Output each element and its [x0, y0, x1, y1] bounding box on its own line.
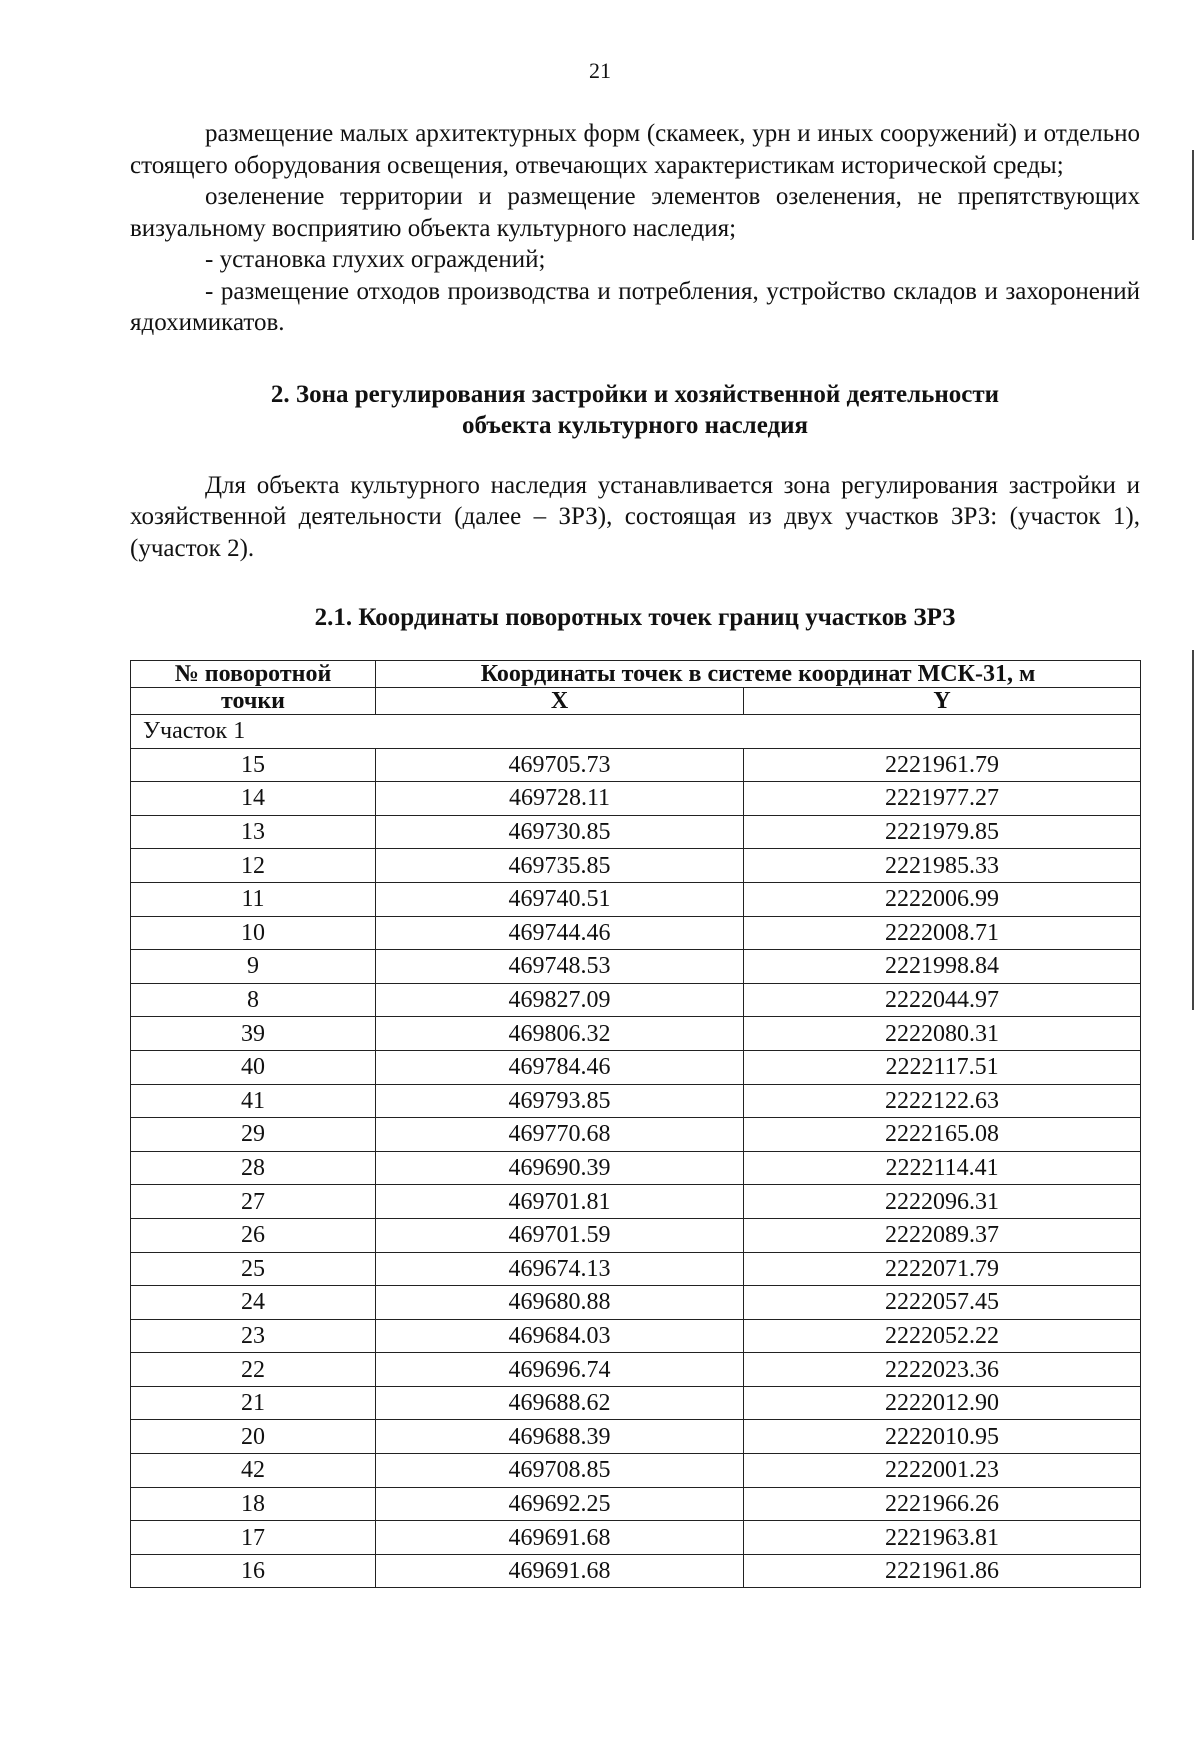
- cell-y: 2221977.27: [744, 782, 1141, 816]
- cell-y: 2222096.31: [744, 1185, 1141, 1219]
- table-row: [131, 950, 1141, 984]
- header-point-number: № поворотной: [131, 661, 376, 688]
- cell-x: 469740.51: [376, 882, 744, 916]
- section-heading-line: 2. Зона регулирования застройки и хозяйственной деятельности: [270, 380, 1000, 408]
- cell-x: 469806.32: [376, 1017, 744, 1051]
- cell-x: 469690.39: [376, 1151, 744, 1185]
- section-row: [131, 715, 1141, 749]
- cell-y: 2222165.08: [744, 1118, 1141, 1152]
- cell-point: 20: [131, 1420, 376, 1454]
- cell-y: 2221961.86: [744, 1554, 1141, 1588]
- page-content: [130, 118, 1140, 1588]
- cell-point: 13: [131, 815, 376, 849]
- table-row: [131, 1151, 1141, 1185]
- cell-x: 469674.13: [376, 1252, 744, 1286]
- cell-x: 469680.88: [376, 1286, 744, 1320]
- cell-point: 15: [131, 748, 376, 782]
- cell-point: 23: [131, 1319, 376, 1353]
- scan-edge-mark: [1192, 150, 1194, 240]
- cell-y: 2221966.26: [744, 1487, 1141, 1521]
- cell-point: 16: [131, 1554, 376, 1588]
- table-row: [131, 1218, 1141, 1252]
- table-title: 2.1. Координаты поворотных точек границ участков ЗРЗ: [314, 604, 956, 631]
- paragraph: - размещение отходов производства и потребления, устройство складов и захоронений ядохимикатов.: [130, 277, 1140, 336]
- table-row: [131, 1487, 1141, 1521]
- cell-y: 2222010.95: [744, 1420, 1141, 1454]
- cell-y: 2222001.23: [744, 1454, 1141, 1488]
- cell-x: 469692.25: [376, 1487, 744, 1521]
- table-row: [131, 1050, 1141, 1084]
- table-row: [131, 1386, 1141, 1420]
- cell-x: 469728.11: [376, 782, 744, 816]
- header-x: X: [376, 688, 744, 715]
- cell-x: 469827.09: [376, 983, 744, 1017]
- cell-y: 2222117.51: [744, 1050, 1141, 1084]
- cell-x: 469696.74: [376, 1353, 744, 1387]
- table-row: [131, 1353, 1141, 1387]
- table-row: [131, 983, 1141, 1017]
- cell-point: 29: [131, 1118, 376, 1152]
- cell-x: 469691.68: [376, 1554, 744, 1588]
- cell-point: 10: [131, 916, 376, 950]
- table-row: [131, 1084, 1141, 1118]
- cell-x: 469691.68: [376, 1521, 744, 1555]
- cell-point: 14: [131, 782, 376, 816]
- table-row: [131, 916, 1141, 950]
- cell-y: 2221963.81: [744, 1521, 1141, 1555]
- cell-x: 469705.73: [376, 748, 744, 782]
- cell-x: 469688.39: [376, 1420, 744, 1454]
- cell-y: 2222071.79: [744, 1252, 1141, 1286]
- cell-point: 26: [131, 1218, 376, 1252]
- table-row: [131, 782, 1141, 816]
- scan-edge-mark: [1192, 650, 1194, 1010]
- cell-y: 2222008.71: [744, 916, 1141, 950]
- section-intro: Для объекта культурного наследия устанавливается зона регулирования застройки и хозяйственной деятельности (далее – ЗРЗ), состоящая из двух участков ЗРЗ: (участок 1), (участок 2).: [130, 471, 1140, 562]
- cell-y: 2222006.99: [744, 882, 1141, 916]
- cell-x: 469744.46: [376, 916, 744, 950]
- cell-y: 2222044.97: [744, 983, 1141, 1017]
- cell-x: 469684.03: [376, 1319, 744, 1353]
- table-row: [131, 1454, 1141, 1488]
- table-row: [131, 1286, 1141, 1320]
- cell-y: 2222114.41: [744, 1151, 1141, 1185]
- table-row: [131, 1118, 1141, 1152]
- cell-y: 2222080.31: [744, 1017, 1141, 1051]
- page-number: 21: [589, 58, 611, 83]
- table-row: [131, 1252, 1141, 1286]
- table-row: [131, 1554, 1141, 1588]
- cell-point: 11: [131, 882, 376, 916]
- table-row: [131, 815, 1141, 849]
- table-row: [131, 1319, 1141, 1353]
- cell-y: 2221961.79: [744, 748, 1141, 782]
- cell-point: 39: [131, 1017, 376, 1051]
- table-row: [131, 748, 1141, 782]
- cell-point: 41: [131, 1084, 376, 1118]
- cell-x: 469688.62: [376, 1386, 744, 1420]
- cell-x: 469784.46: [376, 1050, 744, 1084]
- cell-y: 2221979.85: [744, 815, 1141, 849]
- table-row: [131, 1521, 1141, 1555]
- paragraph: озеленение территории и размещение элементов озеленения, не препятствующих визуальному восприятию объекта культурного наследия;: [130, 183, 1140, 242]
- cell-y: 2222012.90: [744, 1386, 1141, 1420]
- cell-point: 18: [131, 1487, 376, 1521]
- section-heading-line: объекта культурного наследия: [461, 412, 809, 439]
- section-label: Участок 1: [131, 715, 1141, 749]
- cell-point: 21: [131, 1386, 376, 1420]
- cell-point: 9: [131, 950, 376, 984]
- cell-y: 2222057.45: [744, 1286, 1141, 1320]
- cell-x: 469730.85: [376, 815, 744, 849]
- cell-point: 17: [131, 1521, 376, 1555]
- table-row: [131, 1185, 1141, 1219]
- section-heading: [130, 379, 1140, 442]
- header-coordinates: Координаты точек в системе координат МСК-31, м: [376, 661, 1141, 688]
- coordinates-table: [130, 660, 1141, 1588]
- header-y: Y: [744, 688, 1141, 715]
- cell-point: 28: [131, 1151, 376, 1185]
- paragraph: - установка глухих ограждений;: [205, 246, 546, 273]
- cell-point: 25: [131, 1252, 376, 1286]
- cell-point: 24: [131, 1286, 376, 1320]
- cell-x: 469701.81: [376, 1185, 744, 1219]
- cell-point: 42: [131, 1454, 376, 1488]
- table-row: [131, 1420, 1141, 1454]
- cell-x: 469735.85: [376, 849, 744, 883]
- cell-x: 469770.68: [376, 1118, 744, 1152]
- cell-point: 22: [131, 1353, 376, 1387]
- paragraph: размещение малых архитектурных форм (скамеек, урн и иных сооружений) и отдельно стоящего оборудования освещения, отвечающих характеристикам исторической среды;: [130, 120, 1140, 179]
- cell-x: 469793.85: [376, 1084, 744, 1118]
- cell-point: 27: [131, 1185, 376, 1219]
- cell-point: 12: [131, 849, 376, 883]
- table-body: [131, 715, 1141, 1588]
- cell-x: 469748.53: [376, 950, 744, 984]
- cell-y: 2221998.84: [744, 950, 1141, 984]
- cell-point: 40: [131, 1050, 376, 1084]
- cell-x: 469701.59: [376, 1218, 744, 1252]
- cell-x: 469708.85: [376, 1454, 744, 1488]
- cell-y: 2222089.37: [744, 1218, 1141, 1252]
- cell-y: 2221985.33: [744, 849, 1141, 883]
- header-point-number-line2: точки: [131, 688, 376, 715]
- cell-y: 2222122.63: [744, 1084, 1141, 1118]
- cell-point: 8: [131, 983, 376, 1017]
- cell-y: 2222052.22: [744, 1319, 1141, 1353]
- table-row: [131, 882, 1141, 916]
- table-row: [131, 1017, 1141, 1051]
- table-row: [131, 849, 1141, 883]
- cell-y: 2222023.36: [744, 1353, 1141, 1387]
